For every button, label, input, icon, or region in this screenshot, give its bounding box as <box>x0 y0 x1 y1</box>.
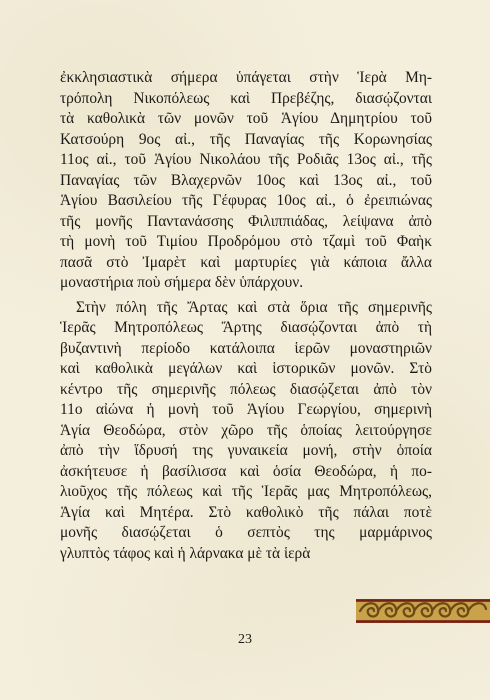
text-line: καὶ καθολικὰ μεγάλων καὶ ἱστορικῶν μονῶν. Στὸ <box>60 360 432 377</box>
text-line: πασᾶ στὸ Ἰμαρὲτ καὶ μαρτυρίες γιὰ κάποια ἄλλα <box>60 253 432 271</box>
text-line: τρόπολη Νικοπόλεως καὶ Πρεβέζης, διασῴζονται <box>60 89 432 107</box>
text-line: Κατσούρη 9ος αἰ., τῆς Παναγίας τῆς Κορωνησίας <box>60 130 432 148</box>
text-line: κέντρο τῆς σημερινῆς πόλεως διασῴζεται ἀπὸ τὸν <box>60 380 432 398</box>
text-line: βυζαντινὴ περίοδο κατάλοιπα ἱερῶν μοναστηριῶν <box>60 339 432 357</box>
text-line: Ἁγία Θεοδώρα, στὸν χῶρο τῆς ὁποίας λειτούργησε <box>60 421 432 439</box>
text-line: λιοῦχος τῆς πόλεως καὶ τῆς Ἱερᾶς μας Μητροπόλεως, <box>60 483 432 500</box>
text-line: ἀπὸ τὴν ἵδρυσή της γυναικεία μονή, στὴν ὁποία <box>60 442 432 459</box>
text-line: τῆς μονῆς Παντανάσσης Φιλιππιάδας, λείψανα ἀπὸ <box>60 212 432 230</box>
text-line: Ἱερᾶς Μητροπόλεως Ἄρτης διασῴζονται ἀπὸ τὴ <box>60 319 432 336</box>
text-line: γλυπτὸς τάφος καὶ ἡ λάρνακα μὲ τὰ ἱερὰ <box>60 544 311 562</box>
page-text-block <box>60 68 432 564</box>
paragraph-arta-monasteries <box>60 298 432 565</box>
text-line: 11ο αἰώνα ἡ μονὴ τοῦ Ἁγίου Γεωργίου, σημερινὴ <box>60 401 432 418</box>
paragraph-monasteries-preveza <box>60 68 432 294</box>
text-line: 11ος αἰ., τοῦ Ἁγίου Νικολάου τῆς Ροδιᾶς 13ος αἰ., τῆς <box>60 151 432 168</box>
text-line: Στὴν πόλη τῆς Ἄρτας καὶ στὰ ὅρια τῆς σημερινῆς <box>76 298 432 316</box>
text-line: ἀσκήτευσε ἡ βασίλισσα καὶ ὁσία Θεοδώρα, ἡ πο- <box>60 462 432 480</box>
text-line: Ἁγίου Βασιλείου τῆς Γέφυρας 10ος αἰ., ὁ ἐρειπιώνας <box>60 192 432 209</box>
text-line: τὴ μονὴ τοῦ Τιμίου Προδρόμου στὸ τζαμὶ τοῦ Φαὴκ <box>60 233 432 250</box>
page-number: 23 <box>238 632 252 647</box>
text-line: τὰ καθολικὰ τῶν μονῶν τοῦ Ἁγίου Δημητρίου τοῦ <box>60 110 432 127</box>
text-line: Παναγίας τῶν Βλαχερνῶν 10ος καὶ 13ος αἰ., τοῦ <box>60 171 432 189</box>
text-line: μονῆς διασῴζεται ὁ σεπτὸς της μαρμάρινος <box>60 524 432 541</box>
text-line: Ἁγία καὶ Μητέρα. Στὸ καθολικὸ τῆς πάλαι ποτὲ <box>60 503 432 521</box>
byzantine-ornament-icon <box>356 597 490 625</box>
text-line: ἐκκλησιαστικὰ σήμερα ὑπάγεται στὴν Ἱερὰ Μη- <box>60 69 432 86</box>
text-line: μοναστήρια ποὺ σήμερα δὲν ὑπάρχουν. <box>60 274 304 291</box>
